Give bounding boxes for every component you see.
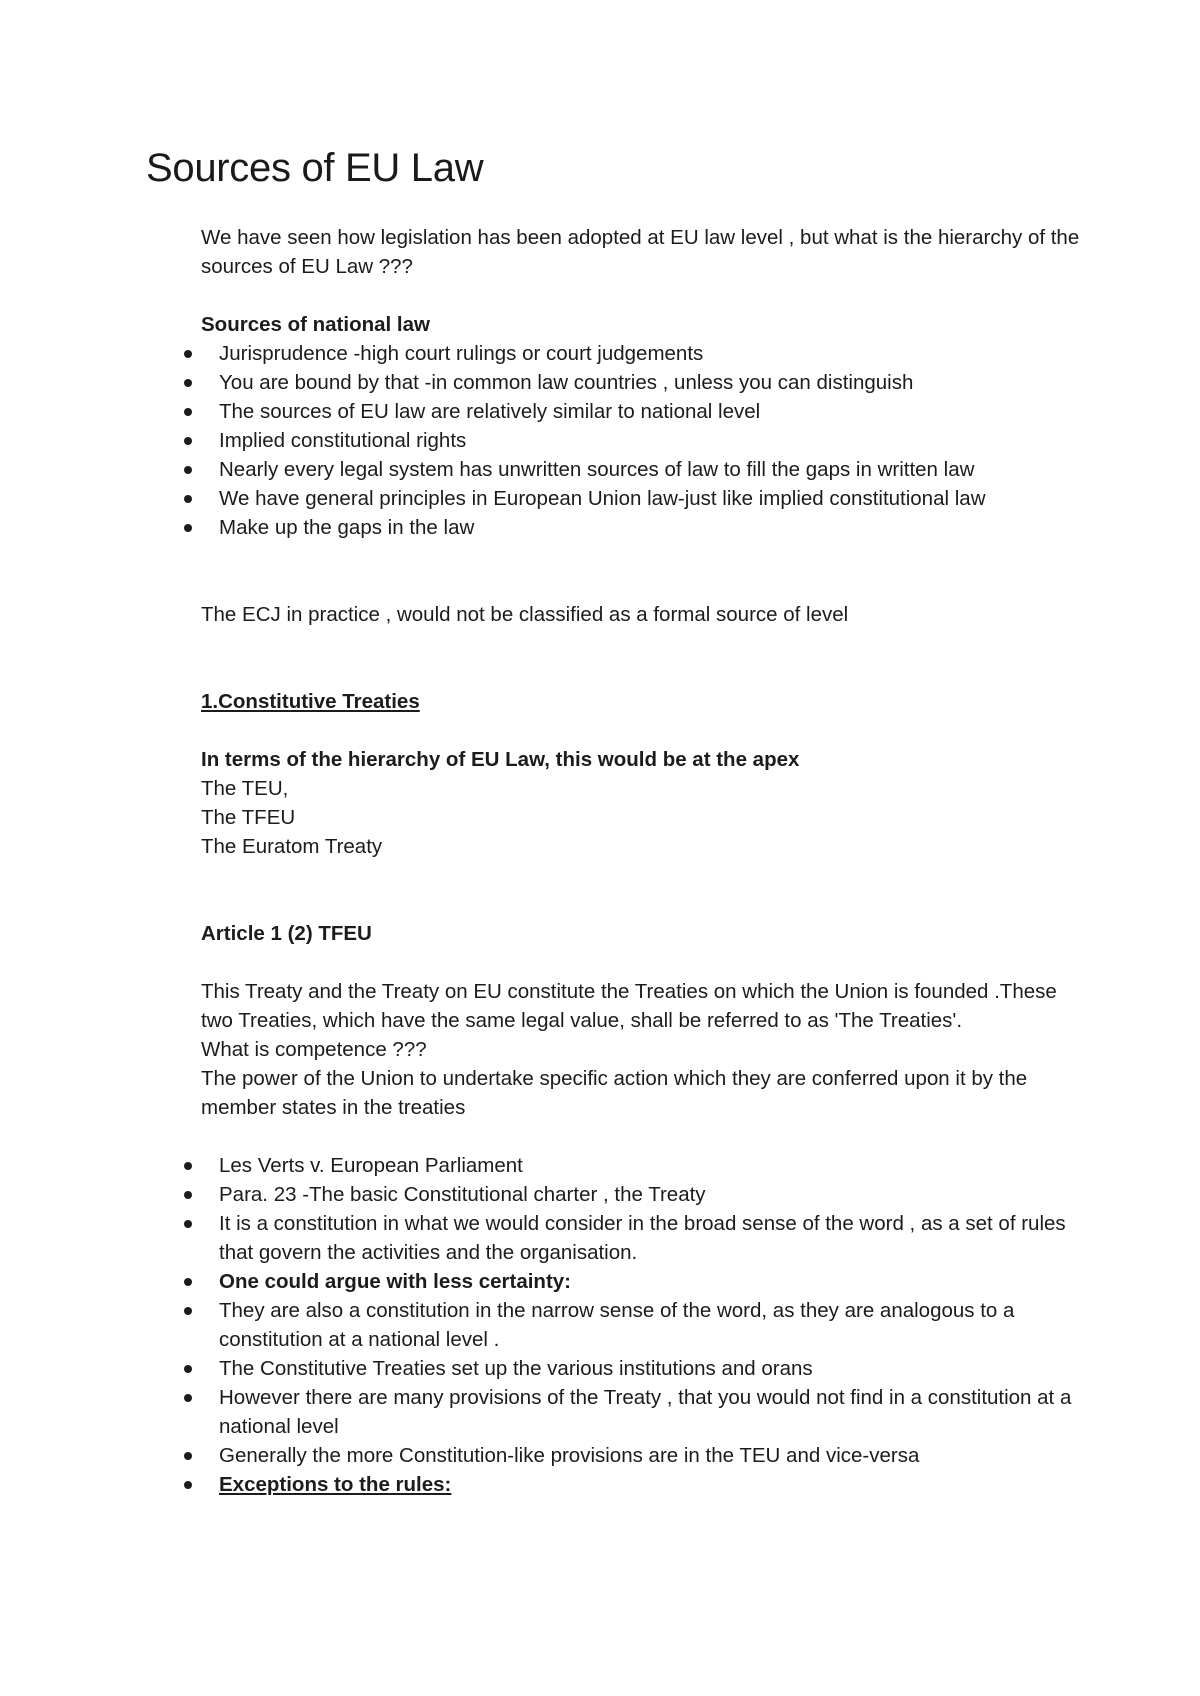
treaty-tfeu: The TFEU (201, 806, 296, 829)
treaty-euratom: The Euratom Treaty (201, 835, 383, 858)
list-item: The sources of EU law are relatively similar to national level (201, 397, 1081, 426)
national-law-heading: Sources of national law (201, 313, 430, 336)
intro-paragraph: We have seen how legislation has been adopted at EU law level , but what is the hierarchy of the sources of EU Law ??? (201, 226, 1080, 278)
list-item: Implied constitutional rights (201, 426, 1081, 455)
list-item: It is a constitution in what we would consider in the broad sense of the word , as a set of rules that govern the activities and the organisation. (201, 1209, 1081, 1267)
ecj-note: The ECJ in practice , would not be classified as a formal source of level (201, 603, 849, 626)
article-heading: Article 1 (2) TFEU (201, 922, 372, 945)
list-item: Generally the more Constitution-like provisions are in the TEU and vice-versa (201, 1441, 1081, 1470)
national-law-list (201, 339, 1081, 542)
article-text: This Treaty and the Treaty on EU constitute the Treaties on which the Union is founded .These two Treaties, which have the same legal value, shall be referred to as 'The Treaties'. (201, 980, 1057, 1032)
list-item: We have general principles in European Union law-just like implied constitutional law (201, 484, 1081, 513)
treaty-teu: The TEU, (201, 777, 289, 800)
treaties-heading: 1.Constitutive Treaties (201, 690, 420, 713)
treaties-subheading: In terms of the hierarchy of EU Law, this would be at the apex (201, 748, 800, 771)
competence-answer: The power of the Union to undertake specific action which they are conferred upon it by the member states in the treaties (201, 1067, 1028, 1119)
constitution-list (201, 1151, 1081, 1499)
list-item: The Constitutive Treaties set up the various institutions and orans (201, 1354, 1081, 1383)
list-item: Para. 23 -The basic Constitutional charter , the Treaty (201, 1180, 1081, 1209)
list-item: Exceptions to the rules: (201, 1470, 1081, 1499)
competence-question: What is competence ??? (201, 1038, 427, 1061)
list-item: Les Verts v. European Parliament (201, 1151, 1081, 1180)
list-item: Jurisprudence -high court rulings or court judgements (201, 339, 1081, 368)
document-body (201, 223, 1081, 1499)
list-item: Nearly every legal system has unwritten sources of law to fill the gaps in written law (201, 455, 1081, 484)
list-item: Make up the gaps in the law (201, 513, 1081, 542)
list-item: One could argue with less certainty: (201, 1267, 1081, 1296)
list-item: They are also a constitution in the narrow sense of the word, as they are analogous to a constitution at a national level . (201, 1296, 1081, 1354)
page-title: Sources of EU Law (146, 146, 484, 190)
list-item: However there are many provisions of the Treaty , that you would not find in a constitution at a national level (201, 1383, 1081, 1441)
list-item: You are bound by that -in common law countries , unless you can distinguish (201, 368, 1081, 397)
